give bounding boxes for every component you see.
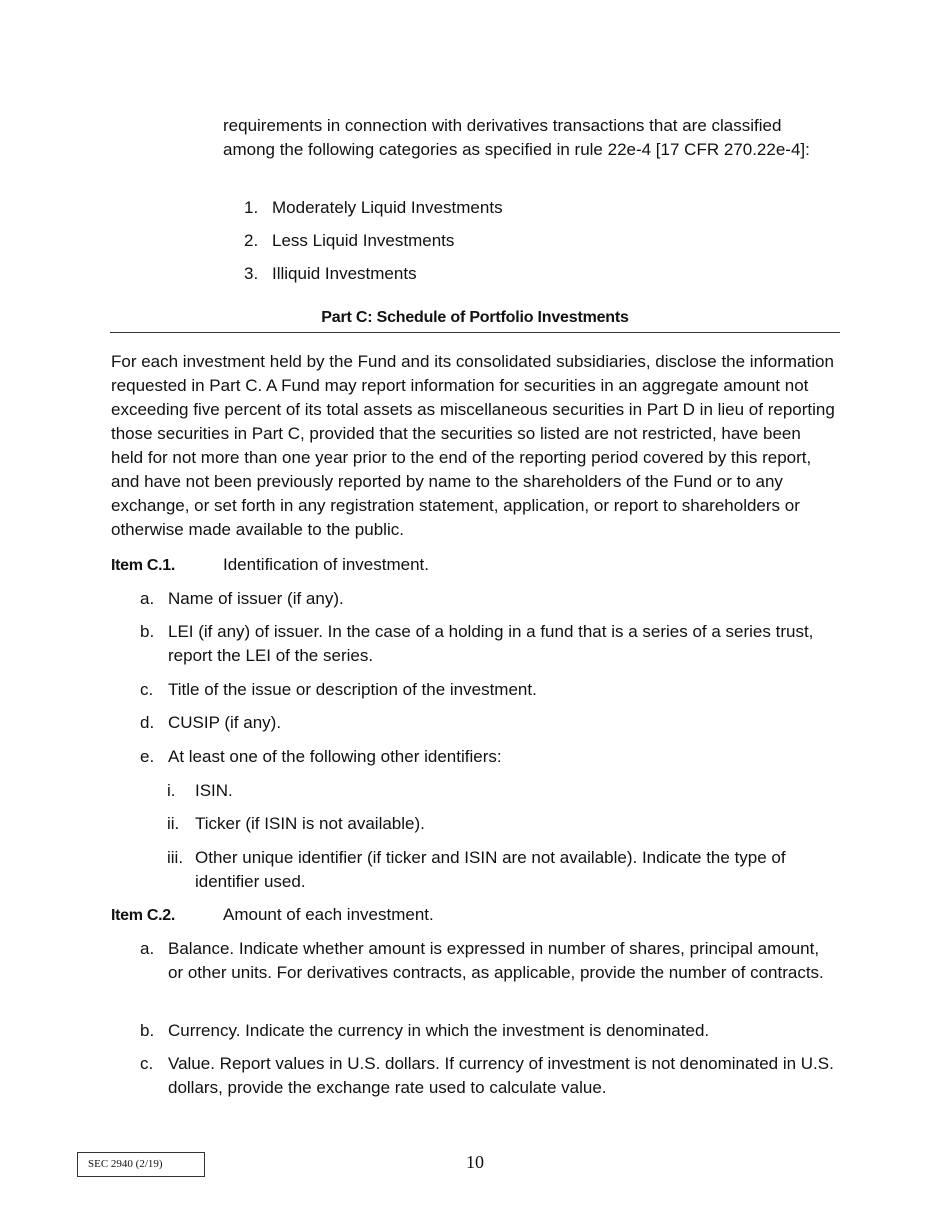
list-item-text: CUSIP (if any). <box>168 713 282 732</box>
list-item-roman: i. <box>167 781 176 800</box>
item-title: Identification of investment. <box>223 555 430 574</box>
list-item-text: Less Liquid Investments <box>272 231 455 250</box>
list-item-number: 3. <box>244 264 259 283</box>
item-code: Item C.1. <box>111 557 175 574</box>
list-item-text: Balance. Indicate whether amount is expressed in number of shares, principal amount, or other units. For derivatives contracts, as applicable, provide the number of contracts. <box>168 939 824 982</box>
list-item <box>140 1052 835 1100</box>
list-item-text: Other unique identifier (if ticker and ISIN are not available). Indicate the type of identifier used. <box>195 848 786 891</box>
list-item-letter: c. <box>140 680 154 699</box>
list-item <box>140 587 835 611</box>
list-item-roman: iii. <box>167 848 184 867</box>
list-item-letter: a. <box>140 939 155 958</box>
list-item <box>140 937 835 985</box>
list-item <box>140 711 835 735</box>
list-item-text: Moderately Liquid Investments <box>272 198 503 217</box>
list-item-letter: d. <box>140 713 155 732</box>
list-item-text: Currency. Indicate the currency in which the investment is denominated. <box>168 1021 710 1040</box>
intro-paragraph: requirements in connection with derivatives transactions that are classified among the following categories as specified in rule 22e-4 [17 CFR 270.22e-4]: <box>223 116 810 159</box>
list-item-text: Illiquid Investments <box>272 264 417 283</box>
item-c2-heading <box>111 903 831 928</box>
list-item-letter: a. <box>140 589 155 608</box>
item-title: Amount of each investment. <box>223 905 434 924</box>
list-item-roman: ii. <box>167 814 180 833</box>
list-item-text: Ticker (if ISIN is not available). <box>195 814 425 833</box>
list-item-letter: b. <box>140 1021 155 1040</box>
list-item <box>140 1019 835 1043</box>
list-item <box>140 620 835 668</box>
part-c-paragraph: For each investment held by the Fund and its consolidated subsidiaries, disclose the information requested in Part C. A Fund may report information for securities in an aggregate amount not exceeding five percent of its total assets as miscellaneous securities in Part D in lieu of reporting those securities in Part C, provided that the securities so listed are not restricted, have been held for not more than one year prior to the end of the reporting period covered by this report, and have not been previously reported by name to the shareholders of the Fund or to any exchange, or set forth in any registration statement, application, or report to shareholders or otherwise made available to the public. <box>111 352 835 539</box>
list-item <box>140 745 835 769</box>
item-code: Item C.2. <box>111 907 175 924</box>
list-item-letter: e. <box>140 747 155 766</box>
list-item <box>167 846 835 894</box>
list-item-text: Value. Report values in U.S. dollars. If currency of investment is not denominated in U.S. dollars, provide the exchange rate used to calculate value. <box>168 1054 834 1097</box>
list-item-text: Name of issuer (if any). <box>168 589 344 608</box>
list-item-letter: b. <box>140 622 155 641</box>
part-c-heading: Part C: Schedule of Portfolio Investments <box>110 306 840 333</box>
list-item <box>244 229 804 253</box>
list-item <box>167 779 835 803</box>
item-c1-heading <box>111 553 831 578</box>
list-item <box>244 196 804 220</box>
list-item-number: 1. <box>244 198 259 217</box>
list-item-text: At least one of the following other identifiers: <box>168 747 502 766</box>
list-item-text: ISIN. <box>195 781 233 800</box>
list-item <box>244 262 804 286</box>
page-number: 10 <box>466 1152 484 1172</box>
list-item <box>140 678 835 702</box>
form-id-box: SEC 2940 (2/19) <box>77 1152 205 1177</box>
list-item <box>167 812 835 836</box>
list-item-number: 2. <box>244 231 259 250</box>
list-item-text: Title of the issue or description of the investment. <box>168 680 537 699</box>
list-item-letter: c. <box>140 1054 154 1073</box>
list-item-text: LEI (if any) of issuer. In the case of a holding in a fund that is a series of a series trust, report the LEI of the series. <box>168 622 814 665</box>
